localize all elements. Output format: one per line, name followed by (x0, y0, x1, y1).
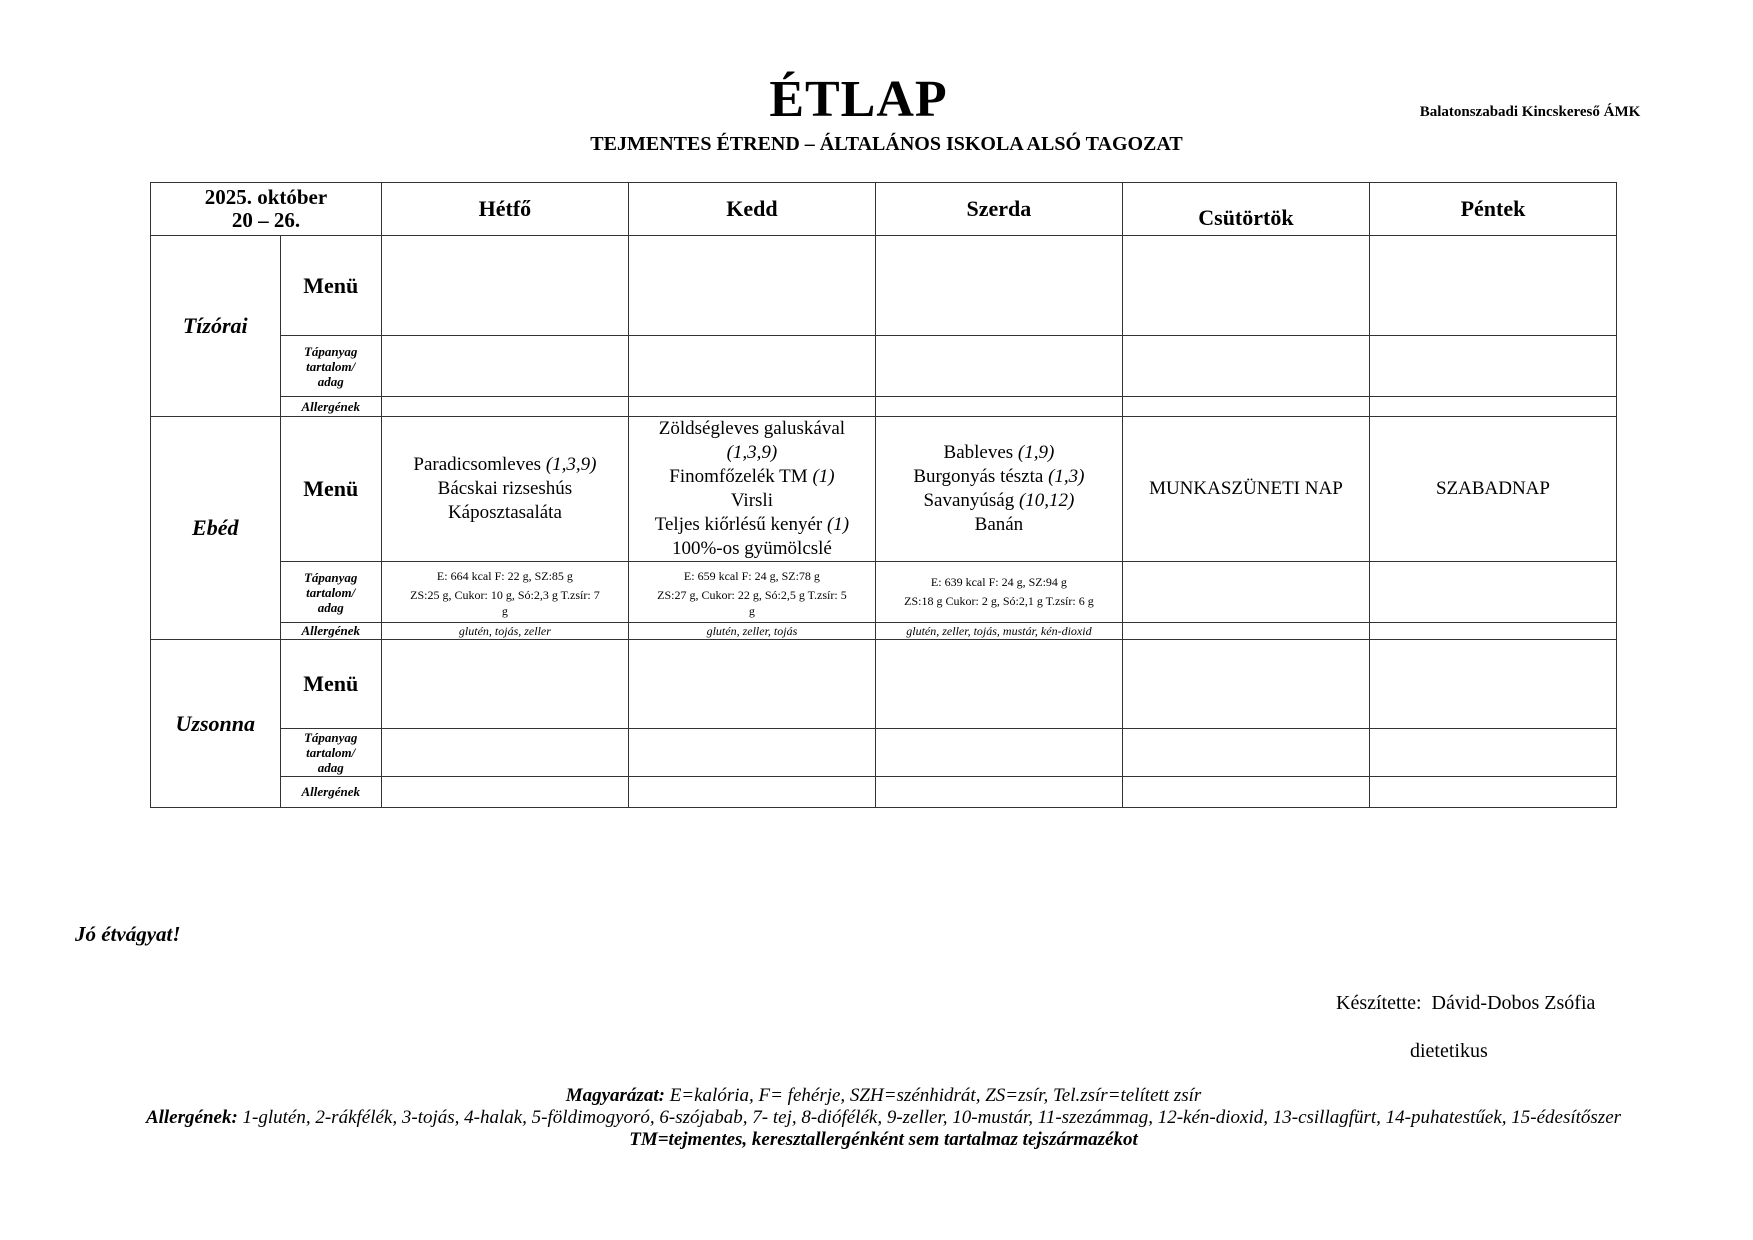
menu-cell (875, 236, 1122, 336)
menu-cell (628, 640, 875, 729)
row-label-menu: Menü (280, 236, 381, 336)
row-label-nutrition: Tápanyag tartalom/ adag (280, 336, 381, 397)
row-label-allergens: Allergének (280, 777, 381, 808)
made-by-name: Dávid-Dobos Zsófia (1431, 992, 1596, 1014)
nutrition-cell (1122, 336, 1369, 397)
table-row (151, 562, 1617, 623)
nutrition-cell-friday (1369, 562, 1616, 623)
menu-cell (1369, 236, 1616, 336)
menu-cell (381, 236, 628, 336)
allergen-cell (875, 397, 1122, 417)
table-row (151, 336, 1617, 397)
nutrition-cell (381, 336, 628, 397)
legend-explanation: Magyarázat: E=kalória, F= fehérje, SZH=szénhidrát, ZS=zsír, Tel.zsír=telített zsír (565, 1085, 1202, 1106)
legend (100, 1085, 1667, 1151)
allergen-cell-wednesday: glutén, zeller, tojás, mustár, kén-dioxid (875, 623, 1122, 640)
bon-appetit-text: Jó étvágyat! (75, 922, 181, 946)
legend-allergens: Allergének: 1-glutén, 2-rákfélék, 3-tojás, 4-halak, 5-földimogyoró, 6-szójabab, 7- tej, 8-diófélék, 9-zeller, 10-mustár, 11-szezámmag, 12-kén-dioxid, 13-csillagfürt, 14-puhatestűek, 15-édesítőszer (145, 1107, 1622, 1128)
day-header-thursday: Csütörtök (1122, 183, 1369, 236)
allergen-cell-monday: glutén, tojás, zeller (381, 623, 628, 640)
menu-table (150, 182, 1617, 808)
allergen-cell (1122, 397, 1369, 417)
nutrition-cell-tuesday: E: 659 kcal F: 24 g, SZ:78 g ZS:27 g, Cukor: 22 g, Só:2,5 g T.zsír: 5 g (628, 562, 875, 623)
nutrition-cell (1369, 729, 1616, 777)
page-title: ÉTLAP (769, 71, 948, 128)
day-header-wednesday: Szerda (875, 183, 1122, 236)
allergen-cell (1369, 777, 1616, 808)
row-label-allergens: Allergének (280, 397, 381, 417)
menu-cell-tuesday: Zöldségleves galuskával (1,3,9) Finomfőzelék TM (1) Virsli Teljes kiőrlésű kenyér (1) 100%-os gyümölcslé (628, 417, 875, 562)
menu-cell (628, 236, 875, 336)
nutrition-cell-wednesday: E: 639 kcal F: 24 g, SZ:94 g ZS:18 g Cukor: 2 g, Só:2,1 g T.zsír: 6 g (875, 562, 1122, 623)
row-label-nutrition: Tápanyag tartalom/ adag (280, 562, 381, 623)
day-header-friday: Péntek (1369, 183, 1616, 236)
allergen-cell (381, 777, 628, 808)
allergen-cell-tuesday: glutén, zeller, tojás (628, 623, 875, 640)
organization-name: Balatonszabadi Kincskereső ÁMK (1419, 104, 1641, 120)
allergen-cell (628, 397, 875, 417)
menu-cell-friday: SZABADNAP (1369, 417, 1616, 562)
menu-cell-monday: Paradicsomleves (1,3,9) Bácskai rizseshús Káposztasaláta (381, 417, 628, 562)
row-label-menu: Menü (280, 640, 381, 729)
page-subtitle: TEJMENTES ÉTREND – ÁLTALÁNOS ISKOLA ALSÓ TAGOZAT (590, 133, 1183, 155)
menu-cell (1369, 640, 1616, 729)
legend-tm: TM=tejmentes, keresztallergénként sem tartalmaz tejszármazékot (629, 1129, 1138, 1150)
nutrition-cell-thursday (1122, 562, 1369, 623)
table-row (151, 729, 1617, 777)
table-row (151, 777, 1617, 808)
menu-cell (1122, 640, 1369, 729)
nutrition-cell (1122, 729, 1369, 777)
menu-cell-wednesday: Bableves (1,9) Burgonyás tészta (1,3) Savanyúság (10,12) Banán (875, 417, 1122, 562)
date-range-cell (151, 183, 382, 236)
allergen-cell-friday (1369, 623, 1616, 640)
made-by (1336, 992, 1595, 1015)
table-row (151, 397, 1617, 417)
nutrition-cell (1369, 336, 1616, 397)
menu-cell (875, 640, 1122, 729)
meal-label-uzsonna: Uzsonna (151, 640, 281, 808)
header-row (151, 183, 1617, 236)
meal-label-tizorai: Tízórai (151, 236, 281, 417)
meal-label-ebed: Ebéd (151, 417, 281, 640)
nutrition-cell (875, 336, 1122, 397)
allergen-cell (1122, 777, 1369, 808)
nutrition-cell (628, 729, 875, 777)
allergen-cell-thursday (1122, 623, 1369, 640)
made-by-role: dietetikus (1410, 1040, 1488, 1062)
table-row (151, 236, 1617, 336)
date-month: 2025. október (204, 185, 328, 209)
row-label-nutrition: Tápanyag tartalom/ adag (280, 729, 381, 777)
menu-cell-thursday: MUNKASZÜNETI NAP (1122, 417, 1369, 562)
table-row (151, 640, 1617, 729)
row-label-allergens: Allergének (280, 623, 381, 640)
day-header-tuesday: Kedd (628, 183, 875, 236)
menu-cell (1122, 236, 1369, 336)
row-label-menu: Menü (280, 417, 381, 562)
table-row (151, 623, 1617, 640)
table-row (151, 417, 1617, 562)
allergen-cell (381, 397, 628, 417)
date-days: 20 – 26. (231, 208, 301, 232)
menu-cell (381, 640, 628, 729)
nutrition-cell-monday: E: 664 kcal F: 22 g, SZ:85 g ZS:25 g, Cukor: 10 g, Só:2,3 g T.zsír: 7 g (381, 562, 628, 623)
allergen-cell (1369, 397, 1616, 417)
nutrition-cell (628, 336, 875, 397)
allergen-cell (628, 777, 875, 808)
made-by-label: Készítette: (1336, 992, 1422, 1014)
nutrition-cell (875, 729, 1122, 777)
day-header-monday: Hétfő (381, 183, 628, 236)
nutrition-cell (381, 729, 628, 777)
allergen-cell (875, 777, 1122, 808)
